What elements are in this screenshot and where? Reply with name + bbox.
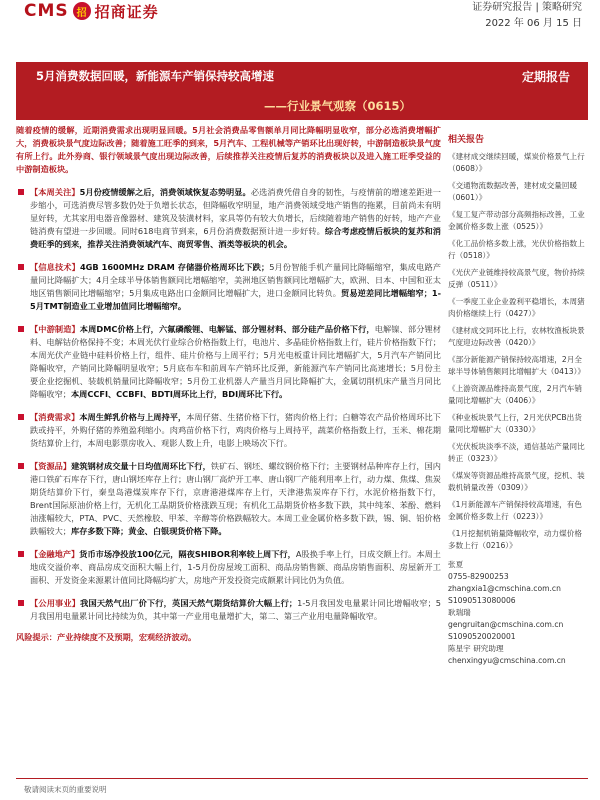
analyst-line: 耿瑞瑞	[448, 608, 471, 617]
related-report-link[interactable]: 《种业板块景气上行，2月光伏PCB出货量同比增幅扩大（0330）》	[448, 413, 582, 434]
square-bullet-icon	[18, 264, 24, 270]
analyst-line: 张夏	[448, 560, 464, 569]
risk-warning: 风险提示：产业持续度不及预期，宏观经济波动。	[16, 632, 197, 642]
section-conclusion: 本周CCFI、CCBFI、BDTI周环比上行，BDI周环比下行。	[70, 389, 288, 399]
section-body: A股换手率上行，日成交额上行。本周土地成交溢价率、商品房成交面积大幅上行，1-5月份房屋竣工面积、商品房销售额、商品房销售面积、房屋新开工面积、开发资金来源累计值同比降幅均扩大，房地产开发投资完成额累计同比仍为负值。	[30, 549, 441, 585]
related-report-link[interactable]: 《一季度工业企业盈利平稳增长，本周猪肉价格继续上行（0427）》	[448, 297, 585, 318]
report-header	[0, 0, 600, 62]
section-conclusion: 库存多数下降；黄金、白银现货价格下降。	[70, 526, 227, 536]
square-bullet-icon	[18, 414, 24, 420]
related-report-link[interactable]: 《化工品价格多数上涨，光伏价格指数上行（0518）》	[448, 239, 585, 260]
section-paragraph	[16, 186, 441, 251]
related-report-link[interactable]: 《煤炭等资源品维持高景气度，挖机、装载机销量改善（0309）》	[448, 471, 585, 492]
section-paragraph	[16, 411, 441, 450]
square-bullet-icon	[18, 600, 24, 606]
section-lead: 本周DMC价格上行，六氟磷酸锂、电解锰、部分锂材料、部分硅产品价格下行，	[79, 324, 375, 334]
square-bullet-icon	[18, 551, 24, 557]
section-paragraph	[16, 597, 441, 623]
related-report-link[interactable]: 《1月新能源车产销保持较高增速，有色金属价格多数上行（0223）》	[448, 500, 582, 521]
footer-divider	[16, 778, 588, 779]
section-lead: 本周生鲜乳价格与上周持平，	[79, 412, 187, 422]
main-content	[16, 124, 441, 644]
report-date: 2022 年 06 月 15 日	[485, 18, 582, 29]
square-bullet-icon	[18, 463, 24, 469]
analyst-line[interactable]: chenxingyu@cmschina.com.cn	[448, 656, 566, 665]
report-kind: 证券研究报告 | 策略研究	[472, 2, 582, 13]
header-meta	[472, 0, 582, 32]
analyst-line: 陈星宇 研究助理	[448, 644, 504, 653]
footer-note: 敬请阅读末页的重要说明	[24, 785, 107, 794]
section-list	[16, 186, 441, 623]
section-tag: 【中游制造】	[30, 324, 80, 334]
section-body: 5月份智能手机产量同比降幅缩窄，集成电路产量同比降幅扩大；4月全球半导体销售额同比增幅缩窄，美洲地区销售额同比增幅扩大，欧洲、日本、中国和亚太地区销售额同比增幅缩窄；5月集成电路出口金额同比增幅扩大，进口金额同比转负。	[30, 262, 441, 298]
report-subtitle: ——行业景气观察（0615）	[264, 99, 412, 113]
analyst-line[interactable]: zhangxia1@cmschina.com.cn	[448, 584, 561, 593]
section-body: 本周仔猪、生猪价格下行，猪肉价格上行；白糖等农产品价格周环比下跌或持平，外购仔猪的养殖盈利缩小。肉鸡苗价格下行，鸡肉价格与上周持平，蔬菜价格指数上行，玉米、棉花期货结算价上行，本周电影票房收入、观影人数上升，电影上映场次下行。	[30, 412, 441, 448]
section-lead: 货币市场净投放100亿元，隔夜SHIBOR利率较上周下行，	[79, 549, 296, 559]
sidebar	[448, 124, 588, 667]
logo-badge-icon: 招	[73, 2, 91, 20]
section-body: 必选消费凭借自身的韧性，与疫情前的增速差距进一步缩小，可选消费尽管多数仍处于负增长状态，但降幅收窄明显，地产消费领域受地产销售的拖累，目前尚未有明显好转，尤其家用电器音像器材、建筑及装潢材料，家具等仍有较大负增长，后续随着地产销售的好转，地产产业链消费有望进一步回暖。同时618电商节到来，6月份消费数据预计进一步好转。	[30, 187, 441, 236]
section-tag: 【公用事业】	[30, 598, 81, 608]
section-body: 铁矿石、钢坯、螺纹钢价格下行；主要钢材品种库存上行，国内港口铁矿石库存下行，唐山钢坯库存上行；唐山钢厂高炉开工率、唐山钢厂产能利用率上行，动力煤、焦煤、焦炭期货结算价下行，秦皇岛港煤炭库存下行，京唐港港煤库存上行，天津港焦炭库存下行，水泥价格指数下行，Brent国际原油价格上行，无机化工品期货价格涨跌互现；有机化工品期货价格多数下跌，其中纯苯、苯酚、燃料油涨幅较大，PTA、PVC、天然橡胶、甲苯、辛醇等价格跌幅较大。本周工业金属价格多数下跌，锡、铜、铝价格跌幅较大；	[30, 461, 441, 536]
analyst-line: 0755-82900253	[448, 572, 509, 581]
company-logo	[24, 0, 159, 22]
section-paragraph	[16, 548, 441, 587]
analyst-line: S1090520020001	[448, 632, 516, 641]
related-report-link[interactable]: 《建材成交同环比上行，农林牧渔板块景气度迎边际改善（0420）》	[448, 326, 585, 347]
section-tag: 【资源品】	[30, 461, 72, 471]
related-report-link[interactable]: 《部分新能源产销保持较高增速，2月全球半导体销售额同比增幅扩大（0413）》	[448, 355, 586, 376]
section-tag: 【金融地产】	[30, 549, 80, 559]
section-paragraph	[16, 261, 441, 313]
section-conclusion: 贸易逆差同比增幅缩窄；1-5月TMT制造业工业增加值同比增幅缩窄。	[30, 288, 441, 311]
section-paragraph	[16, 460, 441, 538]
square-bullet-icon	[18, 326, 24, 332]
section-paragraph	[16, 323, 441, 401]
report-title: 5月消费数据回暖，新能源车产销保持较高增速	[36, 69, 274, 83]
analyst-line: S1090513080006	[448, 596, 516, 605]
analyst-info	[448, 559, 588, 667]
section-lead: 我国天然气出厂价下行，英国天然气期货结算价大幅上行；	[80, 598, 298, 608]
section-tag: 【本周关注】	[30, 187, 80, 197]
section-lead: 建筑钢材成交量十日均值周环比下行，	[71, 461, 211, 471]
report-type: 定期报告	[521, 70, 570, 84]
related-report-link[interactable]: 《交通物流数据改善，建材成交量回暖（0601）》	[448, 181, 578, 202]
related-report-link[interactable]: 《光伏板块淡季不淡，通信基站产量同比转正（0323）》	[448, 442, 585, 463]
related-reports-list	[448, 151, 588, 551]
section-conclusion: 综合考虑疫情后板块的复苏和消费旺季的到来，推荐关注消费领域汽车、商贸零售、酒类等板块的机会。	[30, 226, 441, 249]
analyst-line[interactable]: gengruitan@cmschina.com.cn	[448, 620, 564, 629]
section-tag: 【信息技术】	[30, 262, 80, 272]
related-report-link[interactable]: 《建材成交继续回暖，煤炭价格景气上行（0608）》	[448, 152, 585, 173]
logo-cms-text: CMS	[24, 1, 69, 21]
section-lead: 5月份疫情缓解之后，消费领域恢复态势明显。	[79, 187, 251, 197]
title-banner	[16, 62, 588, 120]
related-report-link[interactable]: 《复工复产带动部分高频指标改善，工业金属价格多数上涨（0525）》	[448, 210, 585, 231]
related-report-link[interactable]: 《1月挖掘机销量降幅收窄，动力煤价格多数上行（0216）》	[448, 529, 582, 550]
related-reports-title: 相关报告	[448, 135, 485, 145]
intro-summary: 随着疫情的缓解，近期消费需求出现明显回暖。5月社会消费品零售额单月同比降幅明显收窄，部分必选消费增幅扩大，消费板块景气度边际改善；随着施工旺季的到来，5月汽车、工程机械等产销环比出现好转，中游制造板块景气度有所上行。此外券商、银行领域景气度出现边际改善，后续推荐关注疫情后复苏的消费板块以及进入施工旺季受益的中游制造板块。	[16, 125, 441, 174]
section-tag: 【消费需求】	[30, 412, 80, 422]
related-report-link[interactable]: 《光伏产业链维持较高景气度，物价持续反弹（0511）》	[448, 268, 585, 289]
section-body: 1-5月我国发电量累计同比增幅收窄；5月我国用电量累计同比持续为负，其中第一产业用电量增扩大，第二、第三产业用电量降幅收窄。	[30, 598, 441, 621]
logo-cn-text: 招商证券	[94, 2, 159, 21]
section-body: 电解镍、部分锂材料、电解钴价格保持不变；本周光伏行业综合价格指数上行，电池片、多晶硅价格指数上行，硅片价格指数下行；本周光伏产业链中硅料价格上行，组件、硅片价格与上周平行；5月光电板重计同比增幅扩大，5月汽车产销同比降幅收窄，产销同比降幅明显收窄；5月底布车和前周车产销环比反弹，新能源汽车产销同比高速增长；5月份主要企业挖掘机、装载机销量同比降幅收窄；5月份工业机器人产量当月同比降幅扩大，金属切削机床产量当月同比降幅收窄；	[30, 324, 441, 399]
related-report-link[interactable]: 《上游资源品维持高景气度，2月汽车销量同比增幅扩大（0406）》	[448, 384, 582, 405]
section-lead: 4GB 1600MHz DRAM 存储器价格周环比下跌；	[79, 262, 270, 272]
square-bullet-icon	[18, 189, 24, 195]
